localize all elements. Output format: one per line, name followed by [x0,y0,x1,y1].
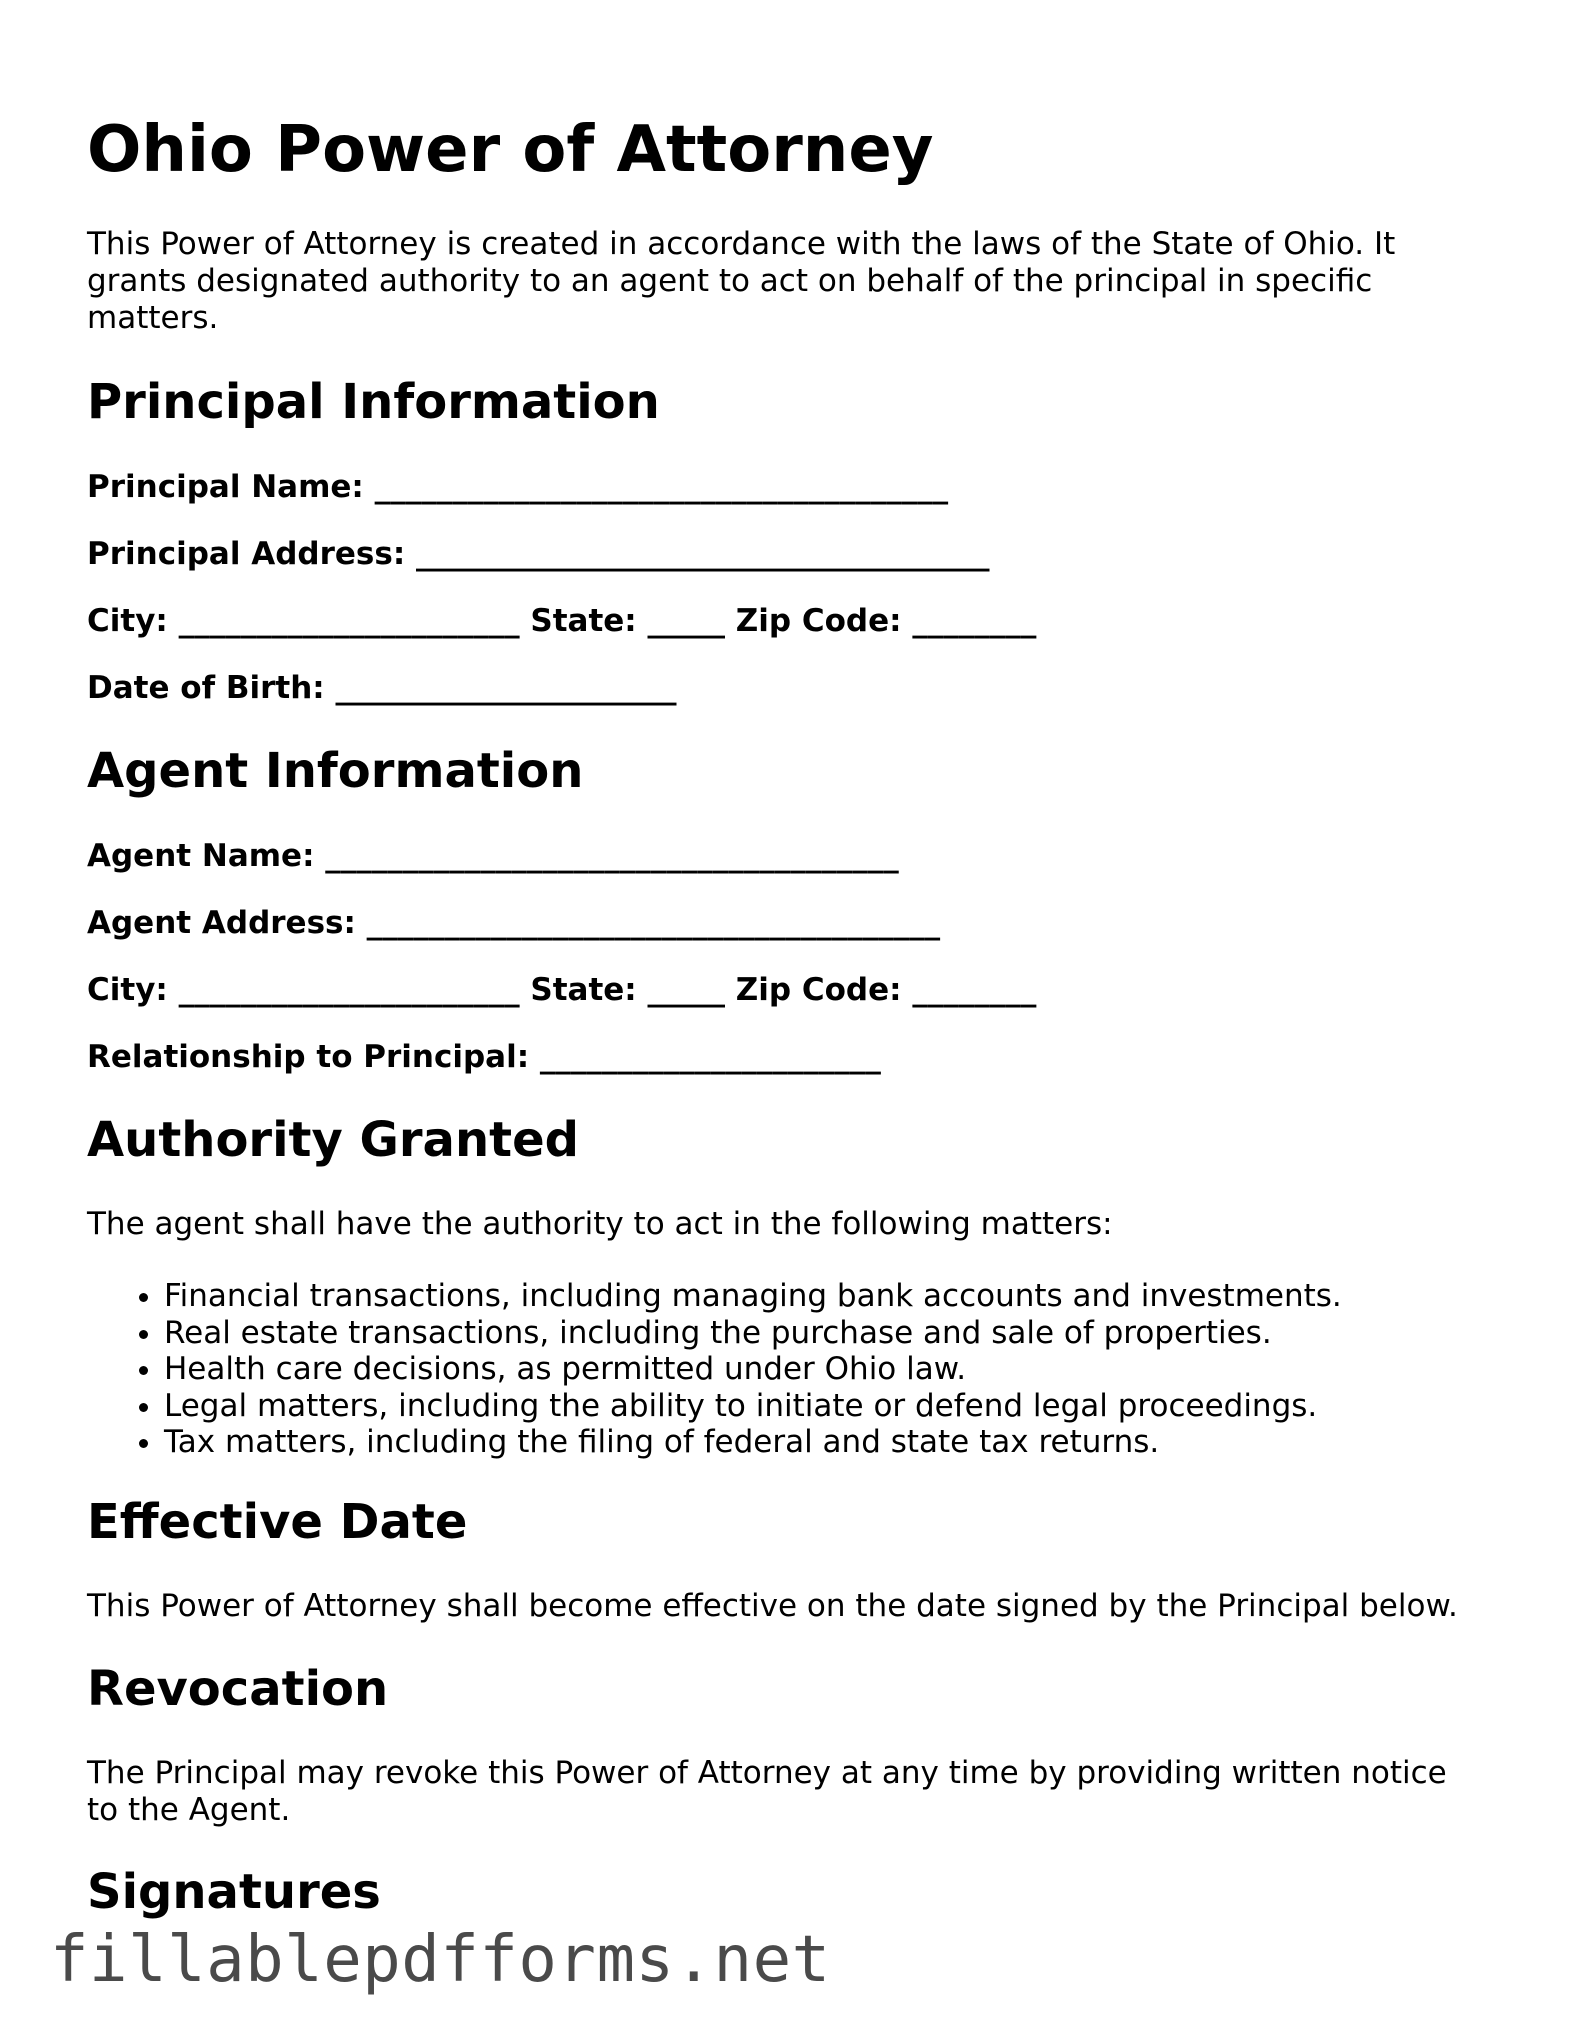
agent-address-field[interactable]: Agent Address: _____________________________________ [87,905,941,941]
principal-name-field[interactable]: Principal Name: _____________________________________ [87,469,949,505]
list-item: • Tax matters, including the filing of federal and state tax returns. [164,1424,1342,1461]
intro-paragraph: This Power of Attorney is created in accordance with the laws of the State of Ohio. It grants designated authority to an agent to act on behalf of the principal in specific matters. [87,226,1396,336]
authority-intro: The agent shall have the authority to act in the following matters: [87,1206,1113,1242]
authority-list [87,1278,1342,1461]
authority-heading: Authority Granted [87,1112,579,1168]
principal-dob-field[interactable]: Date of Birth: ______________________ [87,670,677,706]
document-title: Ohio Power of Attorney [87,113,934,187]
agent-city-state-zip-field[interactable]: City: ______________________ State: _____ Zip Code: ________ [87,972,1037,1008]
list-item: • Legal matters, including the ability to initiate or defend legal proceedings. [164,1388,1342,1425]
agent-name-field[interactable]: Agent Name: _____________________________________ [87,838,899,874]
list-item: • Real estate transactions, including the purchase and sale of properties. [164,1315,1342,1352]
revocation-text: The Principal may revoke this Power of Attorney at any time by providing written notice to the Agent. [87,1755,1447,1828]
principal-address-field[interactable]: Principal Address: _____________________________________ [87,536,990,572]
signatures-heading: Signatures [87,1864,381,1920]
agent-heading: Agent Information [87,743,584,799]
agent-relationship-field[interactable]: Relationship to Principal: ______________________ [87,1039,881,1075]
revocation-heading: Revocation [87,1661,389,1717]
list-item: • Health care decisions, as permitted under Ohio law. [164,1351,1342,1388]
effective-heading: Effective Date [87,1494,468,1550]
effective-text: This Power of Attorney shall become effective on the date signed by the Principal below. [87,1588,1458,1624]
principal-city-state-zip-field[interactable]: City: ______________________ State: _____ Zip Code: ________ [87,603,1037,639]
list-item: • Financial transactions, including managing bank accounts and investments. [164,1278,1342,1315]
watermark-text: fillablepdfforms.net [50,1923,831,1997]
principal-heading: Principal Information [87,374,660,430]
